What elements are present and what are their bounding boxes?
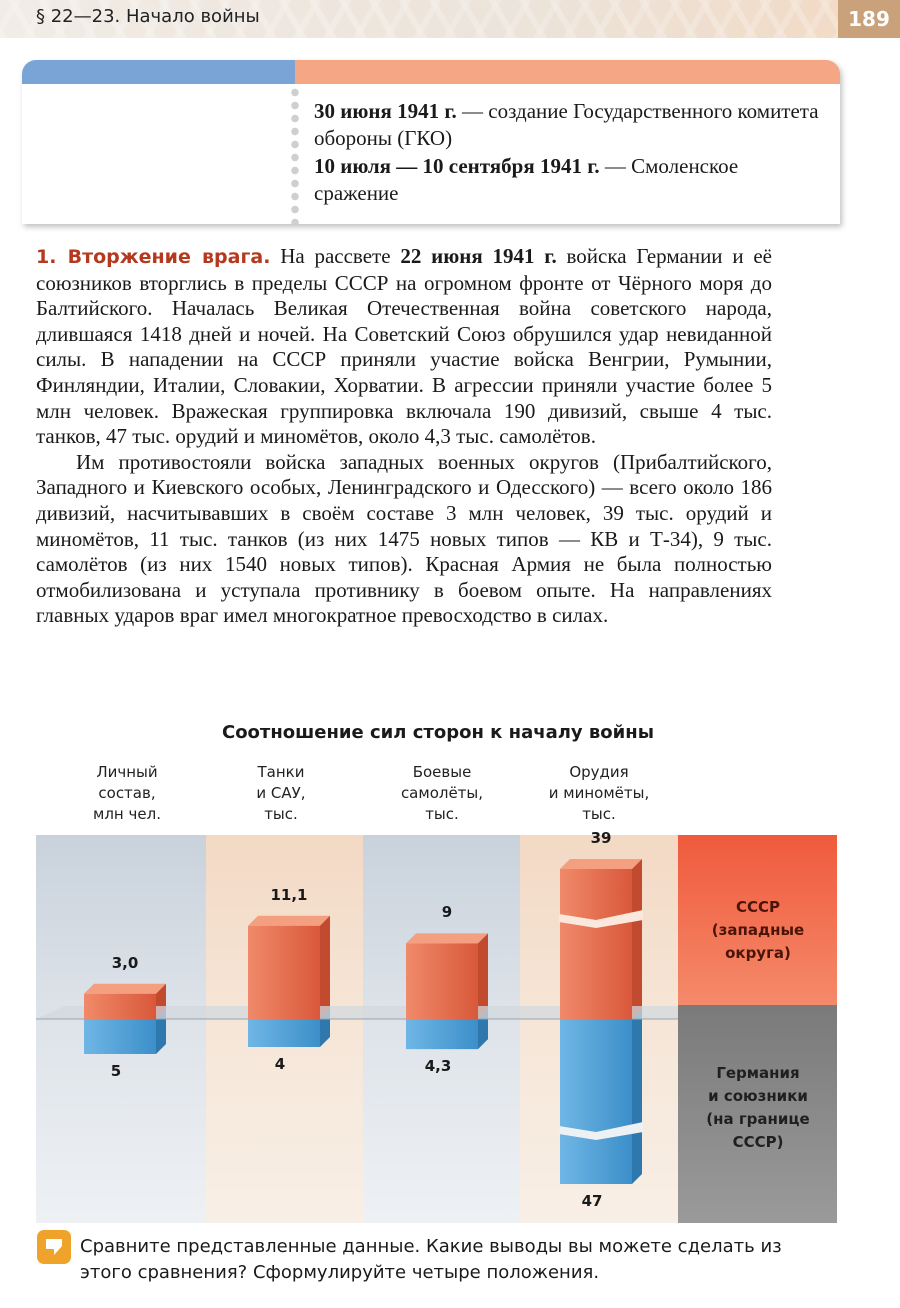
bar-ussr-top [560,859,642,869]
question-text: Сравните представленные данные. Какие выводы вы можете сделать из этого сравнения? Сформулируйте четыре положения. [80,1236,782,1283]
timeline-date: 10 июля — 10 сентября 1941 г. [314,154,600,178]
bar-germany [84,1019,156,1054]
value-label-germany: 4 [274,1055,286,1073]
bar-ussr-side [632,859,642,1019]
paragraph-1-rest: войска Германии и её союзников вторглись в пределы СССР на огромном фронте от Чёрного моря до Балтийского. Началась Великая Отечественная война советского народа, длившаяся 1418 дней и ночей. На Советский Союз обрушился удар невиданной силы. В нападении на СССР приняли участие войска Венгрии, Румынии, Финляндии, Италии, Словакии, Хорватии. В агрессии приняли участие более 5 млн человек. Вражеская группировка включала 190 дивизий, свыше 4 тыс. танков, 47 тыс. орудий и миномётов, около 4,3 тыс. самолётов. [36,244,772,449]
bar-germany [248,1019,320,1047]
timeline-text: — Смоленское сражение [314,154,739,205]
value-label-ussr: 3,0 [111,953,139,972]
legend-germany: Германия и союзники (на границе СССР) [706,1064,810,1151]
bar-ussr-top [84,984,166,994]
value-label-germany: 47 [581,1192,603,1210]
section-heading: 1. Вторжение врага. [36,246,271,268]
bar-ussr [84,994,156,1019]
value-label-germany: 4,3 [424,1057,452,1076]
category-label-tanks: Танки и САУ, тыс. [256,763,306,823]
bar-ussr-top [406,933,488,943]
value-label-ussr: 11,1 [270,885,308,904]
value-label-ussr: 9 [441,903,453,922]
category-label-aircraft: Боевые самолёты, тыс. [400,763,484,823]
paragraph-2: Им противостояли войска западных военных округов (Прибалтийского, Западного и Киевского особых, Ленинградского и Одесского) — всего около 186 дивизий, насчитывавших в своём составе 3 млн человек, 39 тыс. орудий и миномётов, 11 тыс. танков (из них 1475 новых типов — КВ и Т-34), 9 тыс. самолётов (из них 1540 новых типов). Красная Армия не была полностью отмобилизована и уступала противнику в боевом опыте. На направлениях главных ударов враг имел многократное превосходство в силах. [36,449,772,628]
bar-ussr [248,926,320,1019]
category-label-personnel: Личный состав, млн чел. [93,763,161,823]
bar-germany-side [632,1009,642,1184]
question-icon [37,1230,71,1264]
bar-germany [560,1019,632,1184]
legend-ussr: СССР (западные округа) [711,898,805,962]
value-label-ussr: 39 [590,829,612,847]
page-number: 189 [838,0,900,38]
value-label-germany: 5 [110,1062,122,1080]
bar-ussr [406,943,478,1019]
bar-germany [406,1019,478,1049]
category-label-artillery: Орудия и миномёты, тыс. [548,763,650,823]
bar-ussr-top [248,916,330,926]
bar-ussr [560,869,632,1019]
invasion-date: 22 июня 1941 г. [400,244,557,268]
chart-title: Соотношение сил сторон к началу войны [221,722,655,743]
paragraph-1-start: На рассвете [270,244,401,268]
bar-ussr-side [320,916,330,1019]
timeline-text: — создание Государственного комитета обороны (ГКО) [314,99,819,150]
section-title: § 22—23. Начало войны [36,6,260,27]
timeline-date: 30 июня 1941 г. [314,99,457,123]
